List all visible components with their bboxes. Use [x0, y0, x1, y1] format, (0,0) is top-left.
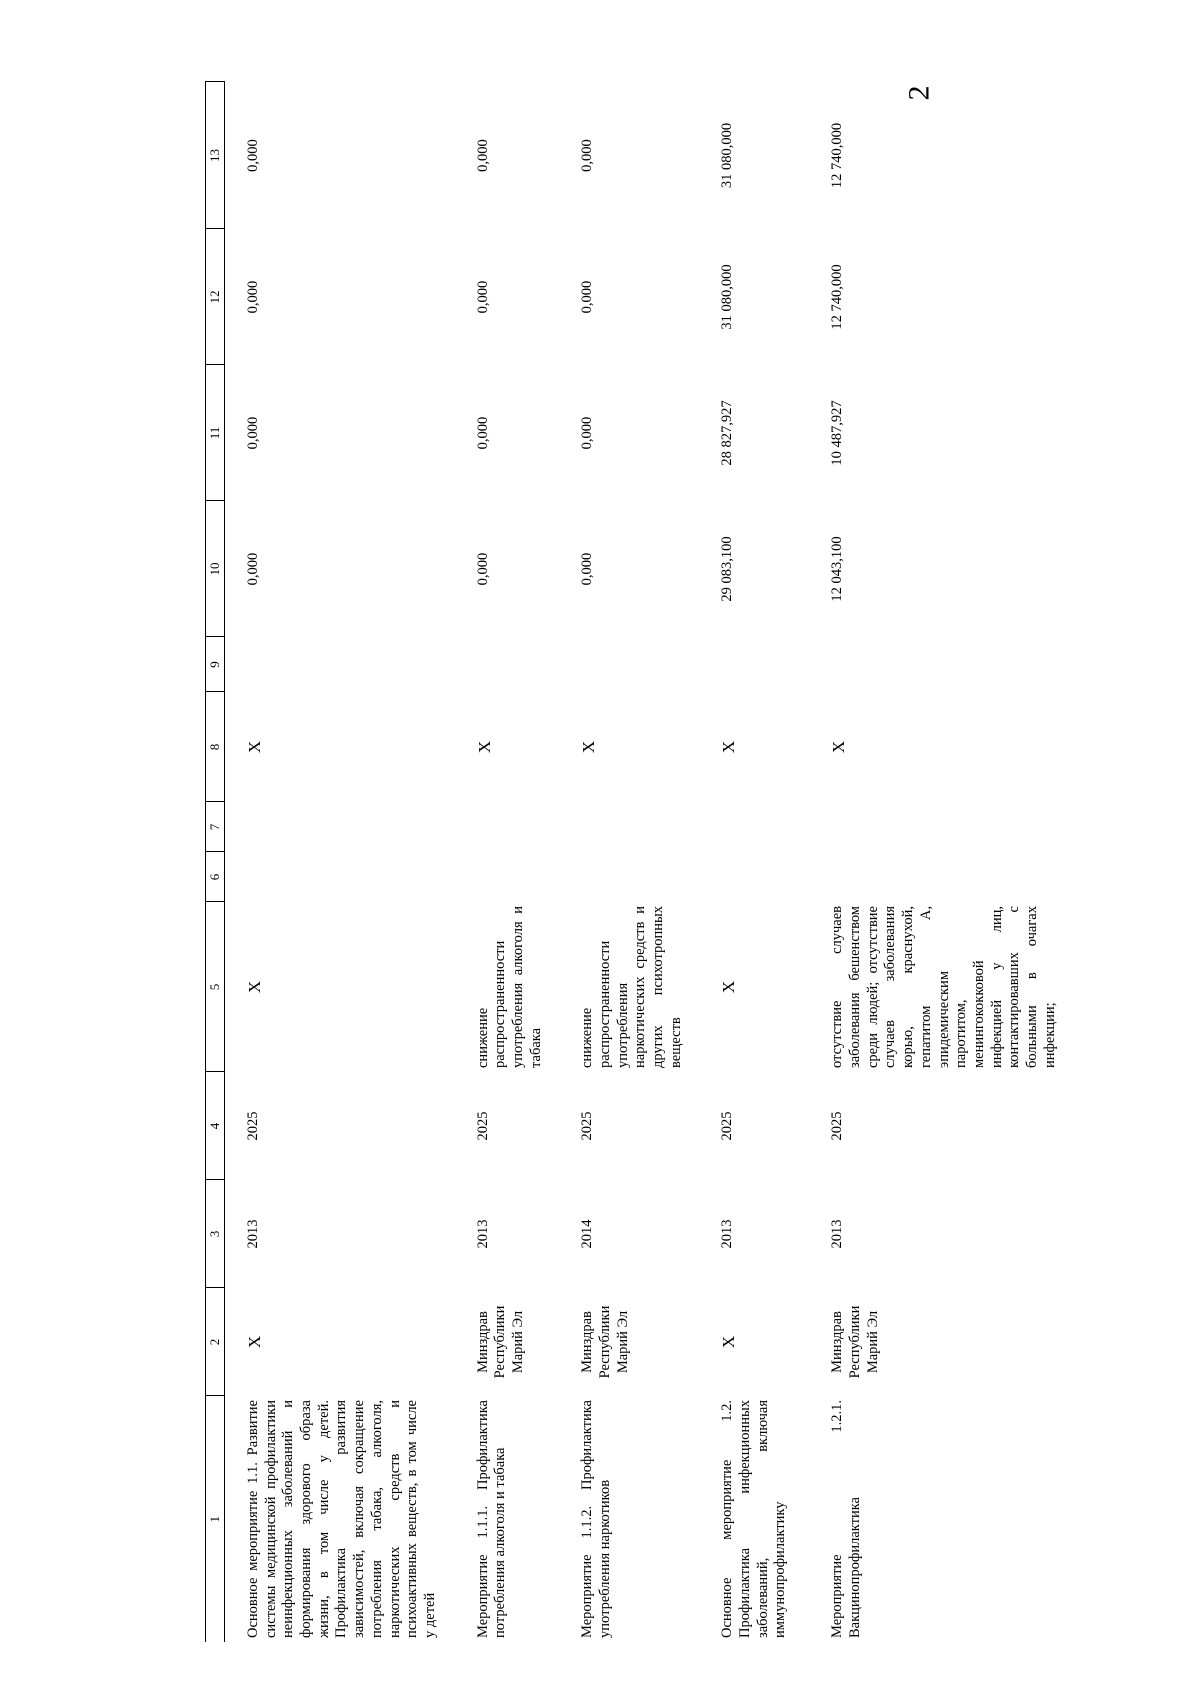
end-year-cell: 2025 — [829, 1111, 846, 1141]
column-header: 2 — [206, 1288, 225, 1396]
start-year-cell: 2013 — [474, 1219, 491, 1249]
amount-cell: 0,000 — [579, 552, 596, 586]
measure-name-cell: Основное мероприятие 1.1. Развитие системы медицинской профилактики неинфекционных заболеваний и формирования здорового образа жизни, в том числе у детей. Профилактика развития зависимостей, включая сокращение потребления табака, алкоголя, наркотических средств и психоактивных веществ, в том числе у детей — [245, 1400, 438, 1638]
amount-cell: 0,000 — [579, 416, 596, 450]
amount-cell: 0,000 — [474, 552, 491, 586]
column-header: 12 — [206, 229, 225, 365]
col9-cell — [455, 637, 560, 692]
col9-cell — [809, 637, 1073, 692]
col8-cell: X — [579, 740, 599, 754]
col6-cell — [225, 852, 455, 902]
col6-cell — [455, 852, 560, 902]
table-row — [559, 82, 699, 1642]
end-year-cell: 2025 — [474, 1111, 491, 1141]
amount-cell: 0,000 — [245, 280, 261, 314]
column-header: 4 — [206, 1072, 225, 1180]
column-header: 1 — [206, 1396, 225, 1642]
rotated-table-wrapper — [205, 82, 1058, 1642]
col7-cell — [455, 802, 560, 852]
amount-cell: 29 083,100 — [719, 536, 736, 602]
expected-result-cell: X — [245, 980, 264, 994]
col7-cell — [699, 802, 809, 852]
program-measures-table — [205, 82, 1073, 1643]
expected-result-cell: отсутствие случаев заболевания бешенством среди людей; отсутствие случаев заболевания корью, краснухой, гепатитом А, эпидемическим паротитом, менингококковой инфекцией у лиц, контактировавших с больными в очагах инфекции; — [829, 906, 1058, 1068]
col6-cell — [559, 852, 699, 902]
start-year-cell: 2013 — [719, 1219, 736, 1249]
table-row — [225, 82, 455, 1642]
end-year-cell: 2025 — [719, 1111, 736, 1141]
column-header: 11 — [206, 365, 225, 501]
column-header: 13 — [206, 82, 225, 229]
column-header: 7 — [206, 802, 225, 852]
expected-result-cell: снижение распространенности употребления алкоголя и табака — [474, 906, 544, 1068]
col8-cell: X — [245, 740, 264, 754]
column-header: 6 — [206, 852, 225, 902]
executor-cell: Минздрав Республики Марий Эл — [829, 1305, 881, 1379]
amount-cell: 0,000 — [245, 416, 261, 450]
table-row — [455, 82, 560, 1642]
page-number: 2 — [902, 85, 936, 101]
column-header: 5 — [206, 902, 225, 1072]
amount-cell: 0,000 — [245, 552, 261, 586]
col9-cell — [699, 637, 809, 692]
amount-cell: 0,000 — [474, 280, 491, 314]
amount-cell: 0,000 — [245, 139, 261, 172]
executor-cell: X — [245, 1335, 264, 1349]
amount-cell: 10 487,927 — [829, 400, 846, 466]
col8-cell: X — [719, 740, 739, 754]
amount-cell: 0,000 — [579, 139, 596, 172]
measure-name-cell: Основное мероприятие 1.2. Профилактика инфекционных заболеваний, включая иммунопрофилактику — [719, 1400, 789, 1638]
column-header: 10 — [206, 501, 225, 637]
amount-cell: 0,000 — [474, 139, 491, 172]
measure-name-cell: Мероприятие 1.1.1. Профилактика потребления алкоголя и табака — [474, 1400, 509, 1638]
amount-cell: 0,000 — [474, 416, 491, 450]
column-header: 8 — [206, 692, 225, 802]
start-year-cell: 2014 — [579, 1219, 596, 1249]
start-year-cell: 2013 — [829, 1219, 846, 1249]
end-year-cell: 2025 — [579, 1111, 596, 1141]
executor-cell: Минздрав Республики Марий Эл — [474, 1305, 526, 1379]
start-year-cell: 2013 — [245, 1219, 261, 1249]
col9-cell — [559, 637, 699, 692]
amount-cell: 12 740,000 — [829, 122, 846, 189]
expected-result-cell: X — [719, 980, 739, 994]
col8-cell: X — [829, 740, 849, 754]
col7-cell — [225, 802, 455, 852]
amount-cell: 31 080,000 — [719, 264, 736, 330]
amount-cell: 0,000 — [579, 280, 596, 314]
table-row — [699, 82, 809, 1642]
table-row — [809, 82, 1073, 1642]
col6-cell — [809, 852, 1073, 902]
measure-name-cell: Мероприятие 1.2.1. Вакцинопрофилактика — [829, 1400, 864, 1638]
expected-result-cell: снижение распространенности употребления наркотических средств и других психотропных веществ — [579, 906, 684, 1068]
column-header: 9 — [206, 637, 225, 692]
amount-cell: 31 080,000 — [719, 122, 736, 189]
amount-cell: 12 740,000 — [829, 264, 846, 330]
col6-cell — [699, 852, 809, 902]
column-header: 3 — [206, 1180, 225, 1288]
col7-cell — [559, 802, 699, 852]
executor-cell: Минздрав Республики Марий Эл — [579, 1305, 631, 1379]
measure-name-cell: Мероприятие 1.1.2. Профилактика употребления наркотиков — [579, 1400, 613, 1638]
column-number-row — [206, 82, 225, 1642]
amount-cell: 12 043,100 — [829, 536, 846, 602]
executor-cell: X — [719, 1335, 739, 1349]
col9-cell — [225, 637, 455, 692]
col7-cell — [809, 802, 1073, 852]
col8-cell: X — [474, 740, 494, 754]
end-year-cell: 2025 — [245, 1111, 261, 1141]
amount-cell: 28 827,927 — [719, 400, 736, 466]
